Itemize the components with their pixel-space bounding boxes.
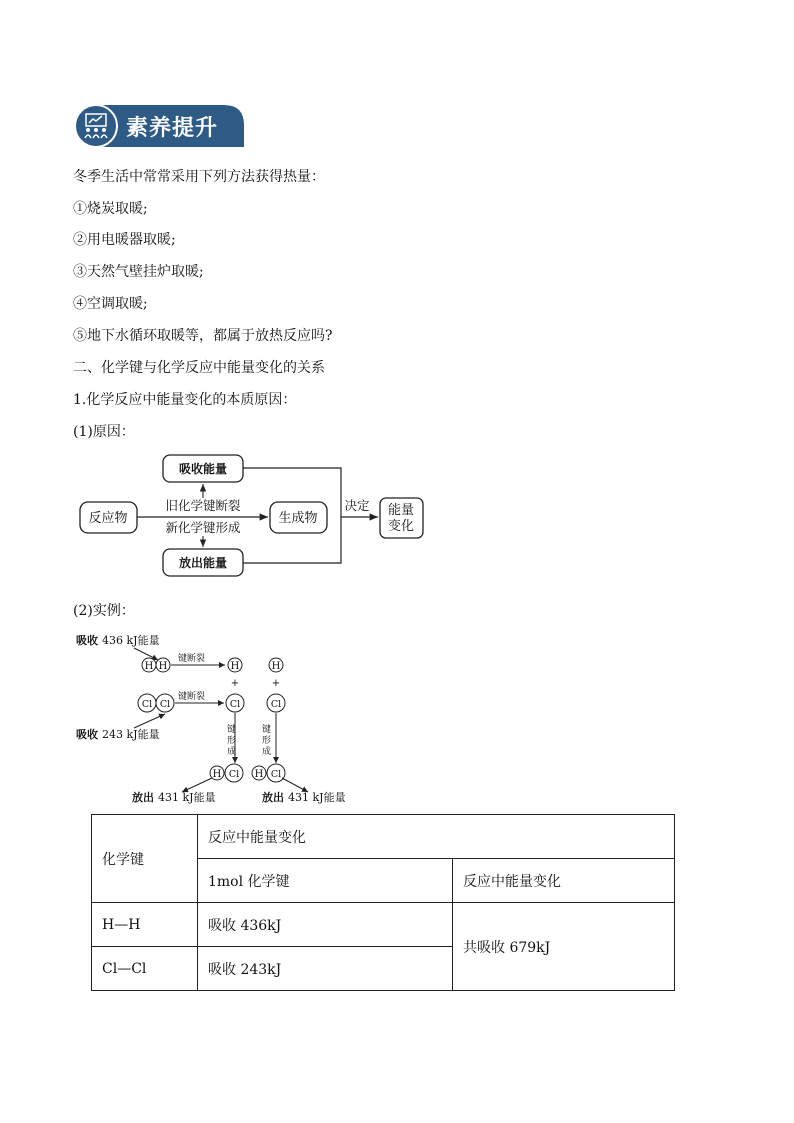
product-label: 生成物 bbox=[278, 511, 318, 526]
list-item: ③天然气壁挂炉取暖; bbox=[73, 264, 204, 280]
plus-sign: + bbox=[230, 678, 240, 689]
energy-change-label-2: 变化 bbox=[387, 519, 415, 534]
table-row bbox=[92, 903, 675, 947]
banner-title: 素养提升 bbox=[126, 115, 219, 141]
plus-sign: + bbox=[271, 678, 281, 689]
example-label: (2)实例： bbox=[73, 603, 135, 619]
absorb-energy-label: 吸收能量 bbox=[178, 462, 228, 476]
bond-cell: H—H bbox=[92, 903, 198, 947]
total-cell: 共吸收 679kJ bbox=[453, 903, 675, 991]
subsection-title: 1.化学反应中能量变化的本质原因： bbox=[73, 392, 297, 408]
absorb-clcl-prefix: 吸收 bbox=[76, 728, 98, 741]
form-label: 成 bbox=[227, 747, 237, 757]
release-energy-label: 放出能量 bbox=[178, 556, 228, 570]
list-item: ①烧炭取暖; bbox=[73, 201, 148, 217]
form-label: 形 bbox=[262, 736, 272, 746]
absorb-clcl-value: 243 kJ能量 bbox=[102, 728, 160, 741]
atom-cl: Cl bbox=[228, 769, 240, 780]
release-value: 431 kJ能量 bbox=[158, 791, 216, 804]
atom-cl: Cl bbox=[141, 699, 153, 710]
atom-h: H bbox=[158, 661, 168, 672]
atom-h: H bbox=[254, 769, 264, 780]
break-label: 键断裂 bbox=[178, 654, 206, 664]
break-label: 键断裂 bbox=[178, 692, 206, 702]
sub-header-1: 1mol 化学键 bbox=[198, 859, 453, 903]
list-item: ⑤地下水循环取暖等，都属于放热反应吗? bbox=[73, 328, 333, 344]
hcl-example-diagram bbox=[72, 628, 362, 808]
form-label: 键 bbox=[262, 725, 272, 735]
cause-label: (1)原因： bbox=[73, 424, 135, 440]
bond-break-label: 旧化学键断裂 bbox=[165, 498, 241, 513]
absorb-hh-value: 436 kJ能量 bbox=[102, 634, 160, 647]
energy-cause-diagram bbox=[75, 450, 435, 580]
atom-h: H bbox=[271, 661, 281, 672]
atom-h: H bbox=[144, 661, 154, 672]
sub-header-2: 反应中能量变化 bbox=[453, 859, 675, 903]
energy-cell: 吸收 243kJ bbox=[198, 947, 453, 991]
release-prefix: 放出 bbox=[132, 791, 154, 804]
section-banner bbox=[74, 103, 246, 151]
bond-form-label: 新化学键形成 bbox=[165, 520, 241, 535]
list-item: ④空调取暖; bbox=[73, 296, 148, 312]
atom-cl: Cl bbox=[229, 699, 241, 710]
presentation-people-icon bbox=[82, 112, 110, 140]
decide-label: 决定 bbox=[344, 498, 370, 513]
atom-cl: Cl bbox=[159, 699, 171, 710]
col-header-bond: 化学键 bbox=[92, 815, 198, 903]
release-prefix: 放出 bbox=[262, 791, 284, 804]
section-title: 二、化学键与化学反应中能量变化的关系 bbox=[73, 360, 325, 376]
atom-h: H bbox=[230, 661, 240, 672]
form-label: 成 bbox=[262, 747, 272, 757]
atom-h: H bbox=[212, 769, 222, 780]
col-header-group: 反应中能量变化 bbox=[198, 815, 675, 859]
absorb-hh-prefix: 吸收 bbox=[76, 634, 98, 647]
form-label: 键 bbox=[227, 725, 237, 735]
list-item: ②用电暖器取暖; bbox=[73, 232, 176, 248]
bond-energy-table bbox=[91, 814, 675, 991]
atom-cl: Cl bbox=[270, 769, 282, 780]
atom-cl: Cl bbox=[270, 699, 282, 710]
reactant-label: 反应物 bbox=[88, 511, 128, 526]
energy-cell: 吸收 436kJ bbox=[198, 903, 453, 947]
bond-cell: Cl—Cl bbox=[92, 947, 198, 991]
form-label: 形 bbox=[227, 736, 237, 746]
release-value: 431 kJ能量 bbox=[288, 791, 346, 804]
energy-change-label-1: 能量 bbox=[387, 503, 415, 518]
intro-text: 冬季生活中常常采用下列方法获得热量： bbox=[73, 169, 325, 185]
